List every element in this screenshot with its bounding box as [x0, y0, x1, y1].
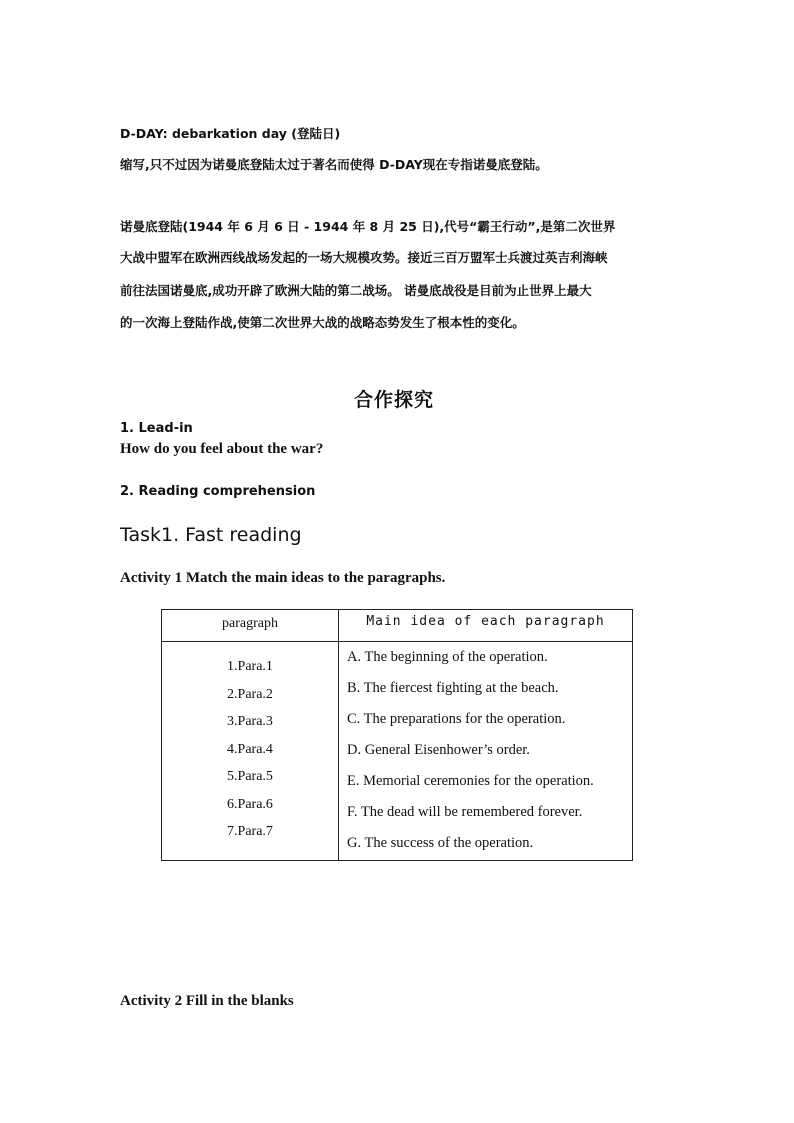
- reading-comprehension-title: 2. Reading comprehension: [120, 484, 316, 499]
- main-idea-b: B. The fiercest fighting at the beach.: [347, 680, 559, 696]
- normandy-line-1: 诺曼底登陆(1944 年 6 月 6 日 - 1944 年 8 月 25 日),代号“霸王行动”,是第二次世界: [120, 219, 616, 234]
- header-paragraph: paragraph: [162, 610, 339, 642]
- main-idea-g: G. The success of the operation.: [347, 835, 534, 851]
- dday-definition: D-DAY: debarkation day (登陆日): [120, 126, 341, 141]
- main-idea-a: A. The beginning of the operation.: [347, 649, 548, 665]
- match-table: [161, 609, 633, 861]
- main-idea-d: D. General Eisenhower’s order.: [347, 742, 530, 758]
- table-body-row: [162, 642, 633, 861]
- header-main-idea: Main idea of each paragraph: [339, 610, 633, 642]
- normandy-line-3: 前往法国诺曼底,成功开辟了欧洲大陆的第二战场。 诺曼底战役是目前为止世界上最大: [120, 283, 592, 298]
- main-idea-e: E. Memorial ceremonies for the operation.: [347, 773, 594, 789]
- table-header-row: [162, 610, 633, 642]
- normandy-line-2: 大战中盟军在欧洲西线战场发起的一场大规模攻势。接近三百万盟军士兵渡过英吉利海峡: [120, 250, 608, 265]
- task1-title: Task1. Fast reading: [120, 524, 302, 546]
- paragraph-item-7: 7.Para.7: [227, 824, 273, 839]
- activity2-title: Activity 2 Fill in the blanks: [120, 993, 294, 1009]
- paragraph-item-3: 3.Para.3: [227, 714, 273, 729]
- main-idea-f: F. The dead will be remembered forever.: [347, 804, 583, 820]
- paragraph-item-1: 1.Para.1: [227, 659, 273, 674]
- normandy-line-4: 的一次海上登陆作战,使第二次世界大战的战略态势发生了根本性的变化。: [120, 315, 525, 330]
- main-idea-c: C. The preparations for the operation.: [347, 711, 566, 727]
- paragraph-item-2: 2.Para.2: [227, 686, 273, 702]
- main-idea-column: [339, 642, 633, 861]
- activity1-title: Activity 1 Match the main ideas to the paragraphs.: [120, 570, 446, 586]
- paragraph-column: [162, 642, 339, 861]
- lead-in-question: How do you feel about the war?: [120, 441, 324, 457]
- paragraph-item-4: 4.Para.4: [227, 741, 273, 757]
- section-heading: 合作探究: [354, 389, 435, 411]
- dday-note: 缩写,只不过因为诺曼底登陆太过于著名而使得 D-DAY现在专指诺曼底登陆。: [120, 157, 548, 172]
- lead-in-title: 1. Lead-in: [120, 421, 193, 436]
- paragraph-item-6: 6.Para.6: [227, 796, 273, 812]
- paragraph-item-5: 5.Para.5: [227, 769, 273, 784]
